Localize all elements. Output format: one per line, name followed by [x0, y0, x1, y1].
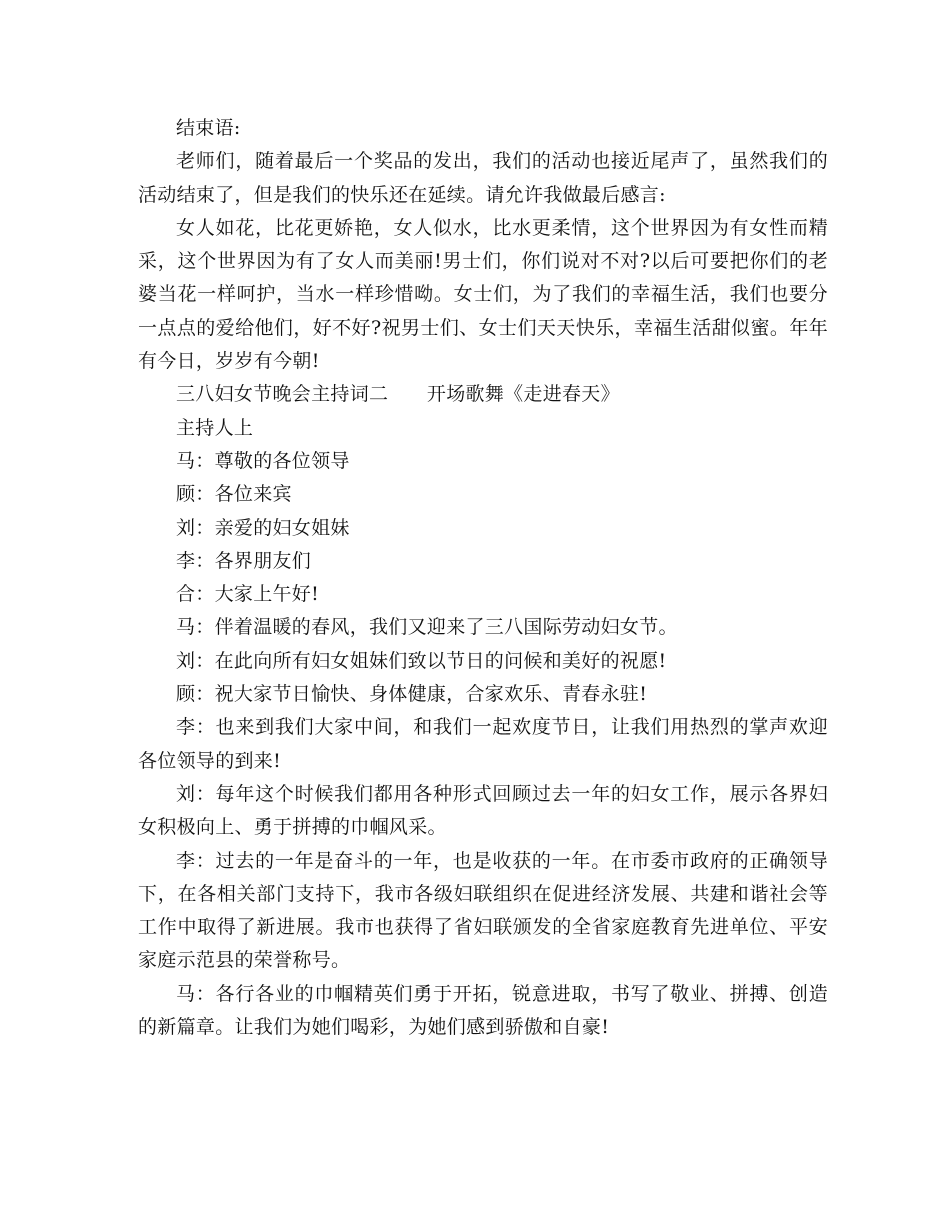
- closing-heading: 结束语:: [176, 117, 241, 139]
- document-body: [138, 112, 828, 1044]
- stage-direction: 主持人上: [176, 416, 254, 439]
- section-title: 三八妇女节晚会主持词二 开场歌舞《走进春天》: [176, 383, 620, 406]
- dialogue-line: 马：各行各业的巾帼精英们勇于开拓，锐意进取，书写了敬业、拼搏、创造的新篇章。让我们为她们喝彩，为她们感到骄傲和自豪!: [138, 982, 828, 1039]
- dialogue-line: 顾：各位来宾: [176, 483, 292, 506]
- paragraph-closing-intro: 老师们，随着最后一个奖品的发出，我们的活动也接近尾声了，虽然我们的活动结束了，但是我们的快乐还在延续。请允许我做最后感言:: [138, 150, 828, 206]
- dialogue-line: 李：也来到我们大家中间，和我们一起欢度节日，让我们用热烈的掌声欢迎各位领导的到来!: [138, 716, 828, 772]
- dialogue-line: 刘：亲爱的妇女姐妹: [176, 516, 350, 539]
- dialogue-line: 刘：每年这个时候我们都用各种形式回顾过去一年的妇女工作，展示各界妇女积极向上、勇于拼搏的巾帼风采。: [138, 782, 828, 839]
- paragraph-closing-speech: 女人如花，比花更娇艳，女人似水，比水更柔情，这个世界因为有女性而精采，这个世界因为有了女人而美丽!男士们，你们说对不对?以后可要把你们的老婆当花一样呵护，当水一样珍惜呦。女士们，为了我们的幸福生活，我们也要分一点点的爱给他们，好不好?祝男士们、女士们天天快乐，幸福生活甜似蜜。年年有今日，岁岁有今朝!: [138, 216, 828, 373]
- dialogue-line: 刘：在此向所有妇女姐妹们致以节日的问候和美好的祝愿!: [176, 649, 667, 672]
- dialogue-line: 顾：祝大家节日愉快、身体健康，合家欢乐、青春永驻!: [176, 683, 648, 706]
- dialogue-line: 马：伴着温暖的春风，我们又迎来了三八国际劳动妇女节。: [176, 616, 678, 639]
- dialogue-line: 合：大家上午好!: [176, 583, 320, 606]
- dialogue-line: 马：尊敬的各位领导: [176, 449, 350, 472]
- dialogue-line: 李：过去的一年是奋斗的一年，也是收获的一年。在市委市政府的正确领导下，在各相关部门支持下，我市各级妇联组织在促进经济发展、共建和谐社会等工作中取得了新进展。我市也获得了省妇联颁发的全省家庭教育先进单位、平安家庭示范县的荣誉称号。: [138, 849, 828, 972]
- dialogue-line: 李：各界朋友们: [176, 549, 312, 572]
